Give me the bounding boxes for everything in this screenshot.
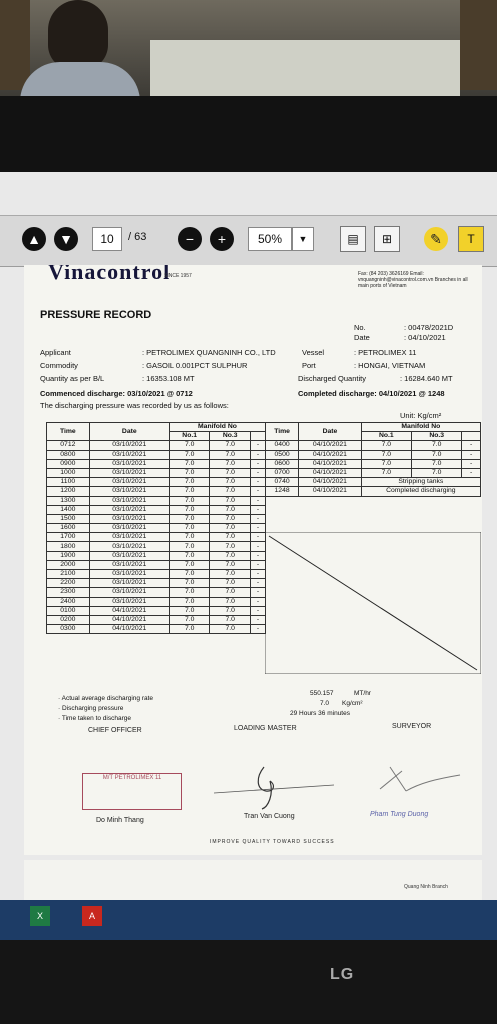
summary-time-label: · Time taken to discharge <box>58 715 131 722</box>
monitor-bezel-top <box>0 96 497 176</box>
cell-date: 03/10/2021 <box>89 551 169 560</box>
cell-no3: 7.0 <box>210 505 251 514</box>
table-row <box>47 459 266 468</box>
pdf-toolbar <box>0 215 497 267</box>
cell-no1: 7.0 <box>169 542 210 551</box>
cell-no1: 7.0 <box>361 468 411 477</box>
fit-width-icon[interactable]: ⊞ <box>374 226 400 252</box>
cell-blank: - <box>251 615 266 624</box>
col-blank <box>251 432 266 441</box>
cell-date: 04/10/2021 <box>89 606 169 615</box>
cell-no3: 7.0 <box>210 570 251 579</box>
cell-blank: - <box>251 542 266 551</box>
cell-no3: 7.0 <box>210 606 251 615</box>
no-value: : 00478/2021D <box>404 323 454 332</box>
col-time: Time <box>266 423 299 441</box>
comment-icon[interactable]: ✎ <box>424 227 448 251</box>
commodity-label: Commodity <box>40 361 78 370</box>
summary-rate-label: · Actual average discharging rate <box>58 695 154 702</box>
cell-no3: 7.0 <box>210 542 251 551</box>
cell-no3: 7.0 <box>210 579 251 588</box>
col-manifold: Manifold No <box>361 423 480 432</box>
cell-no3: 7.0 <box>210 459 251 468</box>
cell-time: 0700 <box>266 468 299 477</box>
col-manifold: Manifold No <box>169 423 265 432</box>
cell-blank: - <box>251 478 266 487</box>
excel-icon[interactable]: X <box>30 906 50 926</box>
qty-discharged-label: Discharged Quantity <box>298 374 366 383</box>
cell-no1: 7.0 <box>361 441 411 450</box>
cell-no1: 7.0 <box>169 560 210 569</box>
cell-date: 04/10/2021 <box>299 468 361 477</box>
left-pressure-table <box>46 422 266 634</box>
cell-note: Stripping tanks <box>361 478 480 487</box>
monitor-brand-logo: LG <box>330 966 355 983</box>
cell-time: 0300 <box>47 625 90 634</box>
cell-no1: 7.0 <box>169 606 210 615</box>
cell-time: 0500 <box>266 450 299 459</box>
fit-page-icon[interactable]: ▤ <box>340 226 366 252</box>
cell-time: 0600 <box>266 459 299 468</box>
cell-no1: 7.0 <box>169 597 210 606</box>
cell-time: 1600 <box>47 524 90 533</box>
cell-time: 1000 <box>47 468 90 477</box>
table-row <box>47 524 266 533</box>
cell-date: 03/10/2021 <box>89 579 169 588</box>
table-row <box>47 450 266 459</box>
cell-date: 03/10/2021 <box>89 542 169 551</box>
surveyor-name: Pham Tung Duong <box>370 811 429 818</box>
cell-no1: 7.0 <box>169 505 210 514</box>
table-row <box>266 468 481 477</box>
cell-blank: - <box>251 496 266 505</box>
cell-date: 03/10/2021 <box>89 450 169 459</box>
cell-date: 04/10/2021 <box>299 478 361 487</box>
table-row <box>266 487 481 496</box>
cell-date: 03/10/2021 <box>89 514 169 523</box>
col-no1: No.1 <box>361 432 411 441</box>
cell-no3: 7.0 <box>210 625 251 634</box>
loading-master-signature <box>204 755 344 815</box>
cell-blank: - <box>251 514 266 523</box>
cell-time: 1500 <box>47 514 90 523</box>
cell-no1: 7.0 <box>169 450 210 459</box>
person-silhouette <box>20 0 130 100</box>
cell-time: 0712 <box>47 441 90 450</box>
col-no3: No.3 <box>210 432 251 441</box>
table-row <box>266 478 481 487</box>
table-row <box>47 505 266 514</box>
cell-no3: 7.0 <box>412 468 462 477</box>
cell-no3: 7.0 <box>210 450 251 459</box>
cell-blank: - <box>251 533 266 542</box>
cell-time: 1900 <box>47 551 90 560</box>
right-pressure-table <box>265 422 481 497</box>
completed-discharge: Completed discharge: 04/10/2021 @ 1248 <box>298 389 445 398</box>
table-row <box>47 588 266 597</box>
cell-no3: 7.0 <box>412 459 462 468</box>
cell-no1: 7.0 <box>361 450 411 459</box>
qty-discharged-value: : 16284.640 MT <box>400 374 453 383</box>
table-row <box>266 441 481 450</box>
cell-blank: - <box>251 606 266 615</box>
cell-time: 0200 <box>47 615 90 624</box>
cell-time: 1200 <box>47 487 90 496</box>
cell-no3: 7.0 <box>210 551 251 560</box>
cell-blank: - <box>251 524 266 533</box>
stamp-text: M/T PETROLIMEX 11 <box>102 775 162 781</box>
cell-time: 1400 <box>47 505 90 514</box>
table-row <box>47 551 266 560</box>
cell-no3: 7.0 <box>412 450 462 459</box>
cell-no3: 7.0 <box>210 533 251 542</box>
table-row <box>47 514 266 523</box>
cell-blank: - <box>251 487 266 496</box>
cell-no1: 7.0 <box>169 625 210 634</box>
page-number-input[interactable]: 10 <box>92 227 122 251</box>
cell-date: 03/10/2021 <box>89 560 169 569</box>
shelf <box>460 0 497 90</box>
table-row <box>266 459 481 468</box>
cell-no1: 7.0 <box>169 570 210 579</box>
branch-label: Quang Ninh Branch <box>404 884 448 890</box>
cell-date: 04/10/2021 <box>299 441 361 450</box>
cell-time: 0400 <box>266 441 299 450</box>
cell-no1: 7.0 <box>169 514 210 523</box>
cell-time: 0800 <box>47 450 90 459</box>
applicant-value: : PETROLIMEX QUANGNINH CO., LTD <box>142 348 276 357</box>
background-photo <box>0 0 497 100</box>
record-note: The discharging pressure was recorded by us as follows: <box>40 401 229 410</box>
cell-blank: - <box>251 625 266 634</box>
cell-date: 03/10/2021 <box>89 496 169 505</box>
vessel-value: : PETROLIMEX 11 <box>354 348 417 357</box>
cell-blank: - <box>251 441 266 450</box>
plus-circle-icon[interactable]: + <box>210 227 234 251</box>
cell-time: 2100 <box>47 570 90 579</box>
monitor-bezel-bottom <box>0 940 497 1024</box>
cell-no1: 7.0 <box>169 524 210 533</box>
footer-slogan: IMPROVE QUALITY TOWARD SUCCESS <box>210 839 335 845</box>
cell-no1: 7.0 <box>169 459 210 468</box>
cell-blank: - <box>251 450 266 459</box>
applicant-label: Applicant <box>40 348 71 357</box>
cell-time: 0100 <box>47 606 90 615</box>
cell-blank: - <box>251 588 266 597</box>
table-row <box>47 560 266 569</box>
cell-no3: 7.0 <box>210 514 251 523</box>
minus-circle-icon[interactable]: − <box>178 227 202 251</box>
chevron-down-icon[interactable]: ▼ <box>292 227 314 251</box>
table-row <box>47 496 266 505</box>
summary-pressure-value: 7.0 <box>320 700 330 707</box>
table-row <box>47 441 266 450</box>
summary-rate-value: 550.157 <box>310 690 334 697</box>
wall-poster <box>150 40 460 98</box>
cell-no1: 7.0 <box>169 441 210 450</box>
cell-time: 1300 <box>47 496 90 505</box>
zoom-input[interactable]: 50% <box>248 227 292 251</box>
cell-blank: - <box>251 468 266 477</box>
table-row <box>47 570 266 579</box>
col-time: Time <box>47 423 90 441</box>
cell-blank: - <box>462 450 481 459</box>
col-no3: No.3 <box>412 432 462 441</box>
table-row <box>47 542 266 551</box>
qty-bl-value: : 16353.108 MT <box>142 374 195 383</box>
vessel-label: Vessel <box>302 348 325 357</box>
cell-date: 03/10/2021 <box>89 459 169 468</box>
cell-date: 03/10/2021 <box>89 478 169 487</box>
cell-no3: 7.0 <box>210 588 251 597</box>
chief-officer-label: CHIEF OFFICER <box>88 727 142 734</box>
page-total: / 63 <box>128 231 147 243</box>
arrow-down-icon[interactable]: ▼ <box>54 227 78 251</box>
cell-date: 04/10/2021 <box>299 450 361 459</box>
table-row <box>47 487 266 496</box>
cell-date: 03/10/2021 <box>89 597 169 606</box>
col-date: Date <box>89 423 169 441</box>
table-row <box>47 478 266 487</box>
next-page-preview <box>24 860 482 900</box>
table-row <box>47 606 266 615</box>
cell-time: 2000 <box>47 560 90 569</box>
cell-blank: - <box>251 560 266 569</box>
chief-officer-name: Do Minh Thang <box>96 817 144 824</box>
col-no1: No.1 <box>169 432 210 441</box>
cell-time: 2300 <box>47 588 90 597</box>
cell-time: 1800 <box>47 542 90 551</box>
summary-rate-unit: MT/hr <box>354 690 371 697</box>
cell-no3: 7.0 <box>210 496 251 505</box>
surveyor-signature <box>360 761 470 801</box>
cell-no3: 7.0 <box>210 487 251 496</box>
cell-time: 1248 <box>266 487 299 496</box>
highlight-icon[interactable]: T <box>458 226 484 252</box>
strike-through-line <box>265 532 481 674</box>
loading-master-label: LOADING MASTER <box>234 725 297 732</box>
table-row <box>47 615 266 624</box>
cell-no1: 7.0 <box>169 496 210 505</box>
cell-blank: - <box>251 505 266 514</box>
cell-no1: 7.0 <box>169 588 210 597</box>
cell-no3: 7.0 <box>210 441 251 450</box>
arrow-up-icon[interactable]: ▲ <box>22 227 46 251</box>
date-label: Date <box>354 333 370 342</box>
cell-date: 03/10/2021 <box>89 441 169 450</box>
cell-no1: 7.0 <box>169 551 210 560</box>
cell-date: 04/10/2021 <box>299 459 361 468</box>
commodity-value: : GASOIL 0.001PCT SULPHUR <box>142 361 248 370</box>
cell-no1: 7.0 <box>169 487 210 496</box>
date-value: : 04/10/2021 <box>404 333 446 342</box>
cell-date: 03/10/2021 <box>89 487 169 496</box>
contact-info: Fax: (84 203) 3626169 Email: vnquangninh@vinacontrol.com.vn Branches in all main ports of Vietnam <box>358 271 468 289</box>
cell-date: 04/10/2021 <box>89 625 169 634</box>
cell-date: 03/10/2021 <box>89 505 169 514</box>
cell-no3: 7.0 <box>210 615 251 624</box>
table-row <box>47 625 266 634</box>
cell-blank: - <box>462 468 481 477</box>
cell-date: 03/10/2021 <box>89 468 169 477</box>
table-row <box>266 450 481 459</box>
table-row <box>47 597 266 606</box>
acrobat-icon[interactable]: A <box>82 906 102 926</box>
cell-time: 0740 <box>266 478 299 487</box>
cell-no3: 7.0 <box>210 597 251 606</box>
cell-no3: 7.0 <box>412 441 462 450</box>
cell-date: 03/10/2021 <box>89 533 169 542</box>
port-value: : HONGAI, VIETNAM <box>354 361 426 370</box>
cell-date: 04/10/2021 <box>299 487 361 496</box>
cell-date: 03/10/2021 <box>89 524 169 533</box>
taskbar <box>0 900 497 940</box>
cell-no1: 7.0 <box>169 468 210 477</box>
cell-no3: 7.0 <box>210 478 251 487</box>
unit-label: Unit: Kg/cm² <box>400 411 442 420</box>
table-row <box>47 533 266 542</box>
cell-date: 03/10/2021 <box>89 588 169 597</box>
col-blank <box>462 432 481 441</box>
cell-no1: 7.0 <box>169 533 210 542</box>
cell-time: 2200 <box>47 579 90 588</box>
no-label: No. <box>354 323 366 332</box>
cell-blank: - <box>251 579 266 588</box>
logo-since: SINCE 1957 <box>164 273 192 279</box>
cell-date: 04/10/2021 <box>89 615 169 624</box>
table-row <box>47 468 266 477</box>
cell-time: 0900 <box>47 459 90 468</box>
loading-master-name: Tran Van Cuong <box>244 813 295 820</box>
cell-blank: - <box>251 551 266 560</box>
cell-time: 2400 <box>47 597 90 606</box>
summary-pressure-label: · Discharging pressure <box>58 705 124 712</box>
summary-pressure-unit: Kg/cm² <box>342 700 363 707</box>
cell-note: Completed discharging <box>361 487 480 496</box>
company-logo: Vinacontrol <box>48 265 171 284</box>
cell-blank: - <box>251 597 266 606</box>
cell-blank: - <box>462 459 481 468</box>
summary-time-value: 29 Hours 36 minutes <box>290 710 350 717</box>
cell-blank: - <box>462 441 481 450</box>
surveyor-label: SURVEYOR <box>392 723 432 730</box>
table-row <box>47 579 266 588</box>
cell-no3: 7.0 <box>210 468 251 477</box>
page-title: PRESSURE RECORD <box>40 309 152 321</box>
col-date: Date <box>299 423 361 441</box>
cell-blank: - <box>251 459 266 468</box>
cell-time: 1100 <box>47 478 90 487</box>
cell-time: 1700 <box>47 533 90 542</box>
cell-no3: 7.0 <box>210 524 251 533</box>
commenced-discharge: Commenced discharge: 03/10/2021 @ 0712 <box>40 389 193 398</box>
ship-stamp <box>82 773 182 810</box>
cell-no1: 7.0 <box>361 459 411 468</box>
cell-no3: 7.0 <box>210 560 251 569</box>
cell-date: 03/10/2021 <box>89 570 169 579</box>
qty-bl-label: Quantity as per B/L <box>40 374 105 383</box>
port-label: Port <box>302 361 316 370</box>
cell-no1: 7.0 <box>169 579 210 588</box>
document-page <box>24 265 482 855</box>
cell-blank: - <box>251 570 266 579</box>
cell-no1: 7.0 <box>169 478 210 487</box>
cell-no1: 7.0 <box>169 615 210 624</box>
